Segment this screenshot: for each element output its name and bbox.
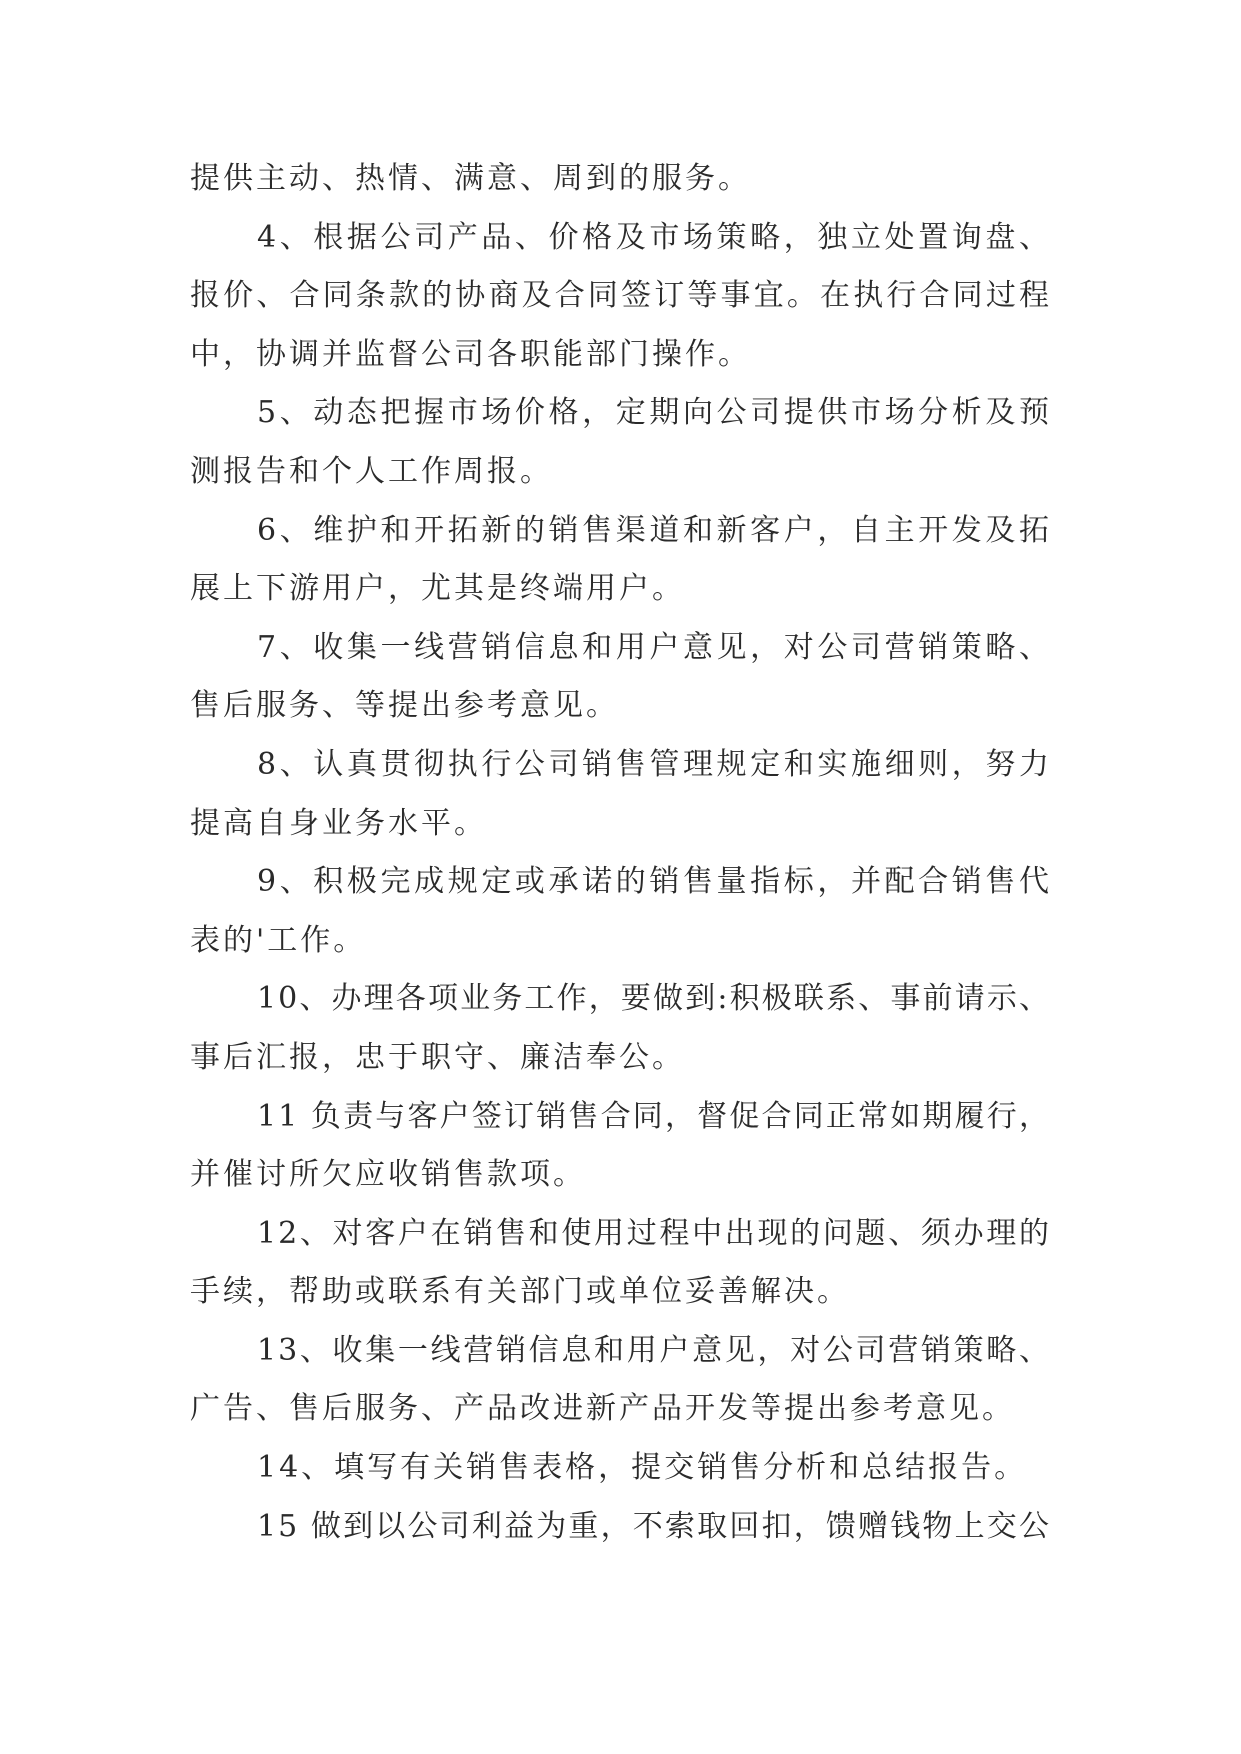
text-line: 5、动态把握市场价格，定期向公司提供市场分析及预	[257, 395, 1051, 431]
text-line: 6、维护和开拓新的销售渠道和新客户，自主开发及拓	[257, 512, 1051, 548]
text-line: 售后服务、等提出参考意见。	[190, 688, 619, 724]
paragraph-item-7	[190, 619, 1051, 736]
document-body	[190, 150, 1051, 1556]
text-line: 11 负责与客户签订销售合同，督促合同正常如期履行，	[257, 1098, 1051, 1134]
text-line: 手续，帮助或联系有关部门或单位妥善解决。	[190, 1274, 850, 1310]
paragraph-item-13	[190, 1322, 1051, 1439]
text-line: 15 做到以公司利益为重，不索取回扣，馈赠钱物上交公	[257, 1508, 1051, 1544]
text-line: 8、认真贯彻执行公司销售管理规定和实施细则，努力	[257, 746, 1051, 782]
text-line: 提高自身业务水平。	[190, 805, 487, 841]
text-line: 12、对客户在销售和使用过程中出现的问题、须办理的	[257, 1215, 1051, 1251]
paragraph-item-6	[190, 502, 1051, 619]
paragraph-item-11	[190, 1088, 1051, 1205]
paragraph-item-4	[190, 209, 1051, 385]
text-line: 提供主动、热情、满意、周到的服务。	[190, 161, 751, 196]
paragraph-item-5	[190, 384, 1051, 501]
text-line: 7、收集一线营销信息和用户意见，对公司营销策略、	[257, 629, 1051, 665]
text-line: 广告、售后服务、产品改进新产品开发等提出参考意见。	[190, 1391, 1015, 1427]
text-line: 9、积极完成规定或承诺的销售量指标，并配合销售代	[257, 864, 1051, 900]
text-line: 14、填写有关销售表格，提交销售分析和总结报告。	[257, 1450, 1028, 1486]
paragraph-item-9	[190, 853, 1051, 970]
text-line: 表的'工作。	[190, 922, 367, 958]
text-line: 展上下游用户，尤其是终端用户。	[190, 571, 685, 607]
paragraph-service	[190, 150, 1051, 209]
text-line: 10、办理各项业务工作，要做到:积极联系、事前请示、	[257, 981, 1051, 1017]
paragraph-item-8	[190, 736, 1051, 853]
paragraph-item-14	[190, 1439, 1051, 1498]
paragraph-item-15	[190, 1498, 1051, 1557]
text-line: 并催讨所欠应收销售款项。	[190, 1157, 586, 1193]
paragraph-item-10	[190, 970, 1051, 1087]
text-line: 中，协调并监督公司各职能部门操作。	[190, 336, 751, 372]
text-line: 13、收集一线营销信息和用户意见，对公司营销策略、	[257, 1332, 1051, 1368]
text-line: 报价、合同条款的协商及合同签订等事宜。在执行合同过程	[190, 278, 1051, 314]
text-line: 事后汇报，忠于职守、廉洁奉公。	[190, 1039, 685, 1075]
text-line: 测报告和个人工作周报。	[190, 453, 553, 489]
paragraph-item-12	[190, 1205, 1051, 1322]
text-line: 4、根据公司产品、价格及市场策略，独立处置询盘、	[257, 219, 1051, 255]
